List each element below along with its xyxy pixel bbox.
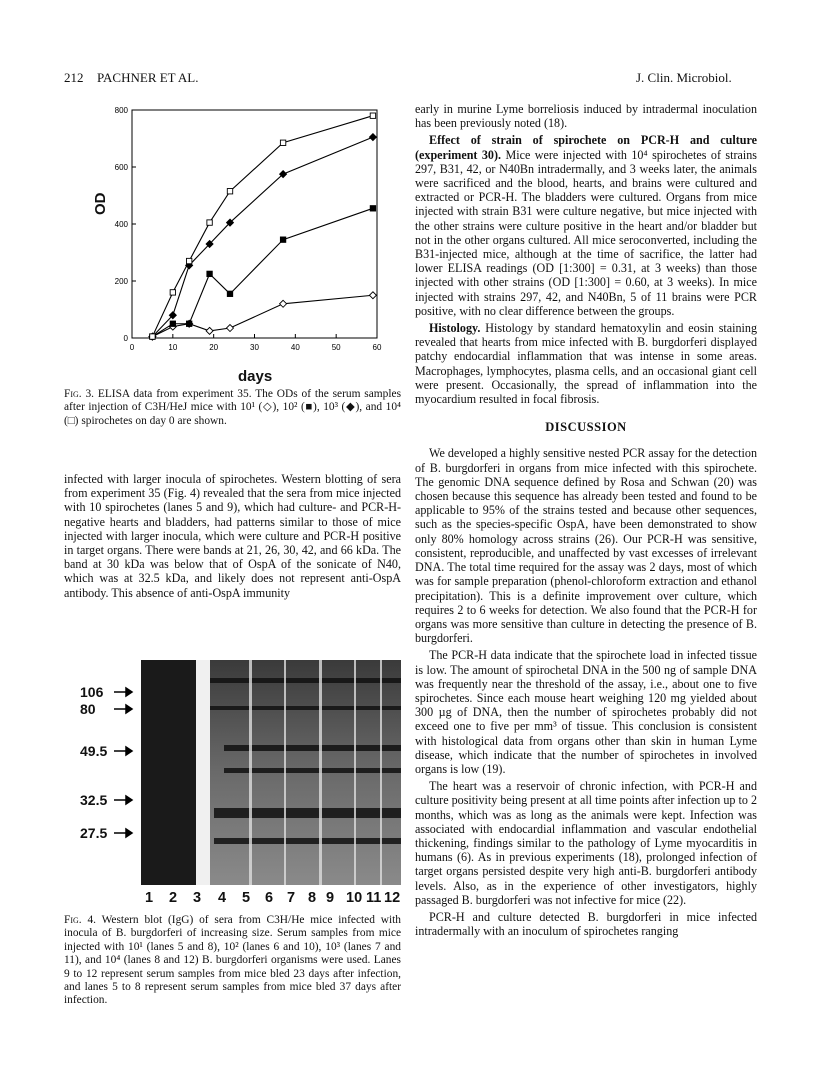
chart-ylabel: OD xyxy=(92,192,109,215)
data-point xyxy=(186,258,191,263)
data-point xyxy=(170,321,175,326)
lane-number: 12 xyxy=(384,890,401,906)
series-line xyxy=(152,295,372,336)
fig3-caption xyxy=(64,388,401,428)
data-point xyxy=(170,290,175,295)
y-tick-label: 400 xyxy=(114,220,128,229)
data-point xyxy=(280,140,285,145)
x-tick-label: 40 xyxy=(290,343,300,352)
lane-number: 9 xyxy=(326,890,335,906)
discussion-paragraph-2: The PCR-H data indicate that the spirochete load in infected tissue is low. The amount of spirochetal DNA in the 500 ng of sample DNA was frequently near the threshold of the assay, i.e., about one to five spirochetes. Since each mouse heart weighing 120 mg yielded about 300 µg of DNA, then the number of spirochetes probably did not exceed one to five per mm³ of tissue. This conclusion is consistent with histological data from organs other than skin in human Lyme disease, which indicate that the number of spirochetes in involved organs is low (19). xyxy=(415,648,757,776)
fig3-elisa-chart xyxy=(100,100,390,360)
plot-frame xyxy=(132,110,377,338)
marker-arrows xyxy=(112,684,134,844)
data-point xyxy=(227,291,232,296)
data-point xyxy=(370,113,375,118)
data-point xyxy=(227,189,232,194)
data-point xyxy=(370,206,375,211)
x-tick-label: 0 xyxy=(129,343,135,352)
data-point xyxy=(369,292,376,299)
lane-number: 1 xyxy=(145,890,154,906)
journal-name: J. Clin. Microbiol. xyxy=(636,70,732,85)
histology-heading: Histology. xyxy=(429,321,481,336)
fig3-caption-text: ELISA data from experiment 35. The ODs of the serum samples after injection of C3H/HeJ mice with 10¹ (◇), 10² (■), 10³ (◆), and 10⁴ (□) spirochetes on day 0 are shown. xyxy=(64,388,401,427)
fig4-caption-lead: Fig. 4. xyxy=(64,914,96,926)
y-tick-label: 600 xyxy=(114,163,128,172)
y-tick-label: 800 xyxy=(114,106,128,115)
data-point xyxy=(186,321,191,326)
lane-number: 10 xyxy=(346,890,363,906)
data-point xyxy=(280,300,287,307)
lane-number: 5 xyxy=(242,890,251,906)
lane-number: 3 xyxy=(193,890,202,906)
series-line xyxy=(152,208,372,336)
marker-label-27-5: 27.5 xyxy=(80,825,108,841)
histology-paragraph xyxy=(415,321,757,406)
x-tick-label: 10 xyxy=(168,343,178,352)
x-tick-label: 30 xyxy=(250,343,259,352)
data-point xyxy=(207,220,212,225)
data-point xyxy=(206,327,213,334)
lane-number: 4 xyxy=(218,890,227,906)
fig4-caption xyxy=(64,914,401,1008)
lane-number: 11 xyxy=(366,890,382,906)
marker-label-49-5: 49.5 xyxy=(80,743,108,759)
data-point xyxy=(207,271,212,276)
x-tick-label: 50 xyxy=(331,343,341,352)
left-column-text xyxy=(64,472,401,603)
y-tick-label: 0 xyxy=(123,334,128,343)
chart-xlabel: days xyxy=(238,368,273,385)
discussion-paragraph-4: PCR-H and culture detected B. burgdorferi in mice infected intradermally with an inoculum of spirochetes ranging xyxy=(415,909,757,939)
discussion-paragraph-1: We developed a highly sensitive nested PCR assay for the detection of B. burgdorferi in organs from mice infected with this spirochete. The genomic DNA sequence defined by Rosa and Schwan (20) was chosen because this sequence has already been tested and found to be applicable to 95% of the strains tested and because other sequences, such as the species-specific OspA, have been demonstrated to show only 80% homology across strains (26). Our PCR-H was sensitive, consistent, reproducible, and unaffected by vast excesses of irrelevant DNA. The total time required for the assay was 2 days, most of which was for sample preparation (phenol-chloroform extraction and ethanol precipitation). This is a definite improvement over culture, which requires 2 to 6 weeks for detection. We also found that the PCR-H for organs was more sensitive than culture in detecting the presence of B. burgdorferi. xyxy=(415,446,757,646)
page-number: 212 xyxy=(64,70,84,85)
marker-label-32-5: 32.5 xyxy=(80,792,108,808)
strain-paragraph xyxy=(415,133,757,318)
right-column-text xyxy=(415,102,757,941)
discussion-paragraph-3: The heart was a reservoir of chronic infection, with PCR-H and culture positivity being present at all time points after infection up to 2 months, which was as long as the animals were kept. Infection was associated with endocardial inflammation and vascular endothelial thickening, findings similar to the pathology of Lyme myocarditis in humans (6). As in previous experiments (18), prolonged infection of target organs persisted despite very high anti-B. burgdorferi antibody levels. Also, as in the experience of other investigators, highly passaged B. burgdorferi was not infective for mice (22). xyxy=(415,779,757,907)
fig3-caption-lead: Fig. 3. xyxy=(64,388,95,400)
lane-number: 6 xyxy=(265,890,274,906)
left-paragraph: infected with larger inocula of spirochetes. Western blotting of sera from experiment 35 (Fig. 4) revealed that the sera from mice injected with 10 spirochetes (lanes 5 and 9), which had culture- and PCR-H-negative hearts and bladders, had patterns similar to those of mice injected with larger inocula, which were culture and PCR-H positive in target organs. There were bands at 21, 26, 30, 42, and 66 kDa. The band at 30 kDa was below that of OspA of the sonicate of N40, which was at 32.5 kDa, and likely does not represent anti-OspA antibody. This absence of anti-OspA immunity xyxy=(64,472,401,600)
series-line xyxy=(152,116,372,337)
data-point xyxy=(227,325,234,332)
strain-heading: Effect of strain of spirochete on PCR-H and culture (experiment 30). xyxy=(415,133,757,162)
lane-number: 8 xyxy=(308,890,317,906)
running-authors: PACHNER ET AL. xyxy=(97,70,199,85)
lane-number: 2 xyxy=(169,890,178,906)
right-paragraph-continued: early in murine Lyme borreliosis induced by intradermal inoculation has been previously noted (18). xyxy=(415,102,757,131)
histology-body: Histology by standard hematoxylin and eosin staining revealed that hearts from mice infected with B. burgdorferi displayed patchy endocardial inflammation that was intense in some areas. Macrophages, lymphocytes, plasma cells, and an occasional giant cell were present. Occasionally, the spread of inflammation into the myocardium resulted in focal fibrosis. xyxy=(415,321,757,407)
x-tick-label: 20 xyxy=(209,343,219,352)
lane-number: 7 xyxy=(287,890,296,906)
marker-label-106: 106 xyxy=(80,684,104,700)
data-point xyxy=(280,237,285,242)
fig4-caption-text: Western blot (IgG) of sera from C3H/He mice infected with inocula of B. burgdorferi of increasing size. Serum samples from mice injected with 10¹ (lanes 5 and 8), 10² (lanes 6 and 10), 10³ (lanes 7 and 11), and 10⁴ (lanes 8 and 12) B. burgdorferi organisms were used. Lanes 9 to 12 represent serum samples from mice bled 23 days after infection, and lanes 5 to 8 represent serum samples from mice bled 37 days after infection. xyxy=(64,914,401,1007)
marker-label-80: 80 xyxy=(80,701,96,717)
data-point xyxy=(369,134,376,141)
data-point xyxy=(150,334,155,339)
discussion-heading: DISCUSSION xyxy=(545,420,627,435)
strain-body: Mice were injected with 10⁴ spirochetes of strains 297, B31, 42, or N40Bn intradermally, and 3 weeks later, the animals were sacrificed and the blood, hearts, and brains were cultured and extracted or PCR-H. The bladders were cultured. Organs from mice injected with strain B31 were culture negative, but mice injected with the other strains were culture positive in the heart and/or bladder but not in the other organs cultured. All mice seroconverted, including the B31-injected mice, although at the time of sacrifice, the latter had lower ELISA readings (OD [1:300] = 0.31, at 3 weeks) than those injected with other strains (OD [1:300] = 0.60, at 3 weeks). In mice injected with strains 297, 42, and N40Bn, 5 of 11 brains were PCR positive, with no clear difference between the groups. xyxy=(415,147,757,318)
y-tick-label: 200 xyxy=(114,277,128,286)
series-line xyxy=(152,137,372,337)
x-tick-label: 60 xyxy=(372,343,382,352)
lane-numbers xyxy=(145,890,401,910)
